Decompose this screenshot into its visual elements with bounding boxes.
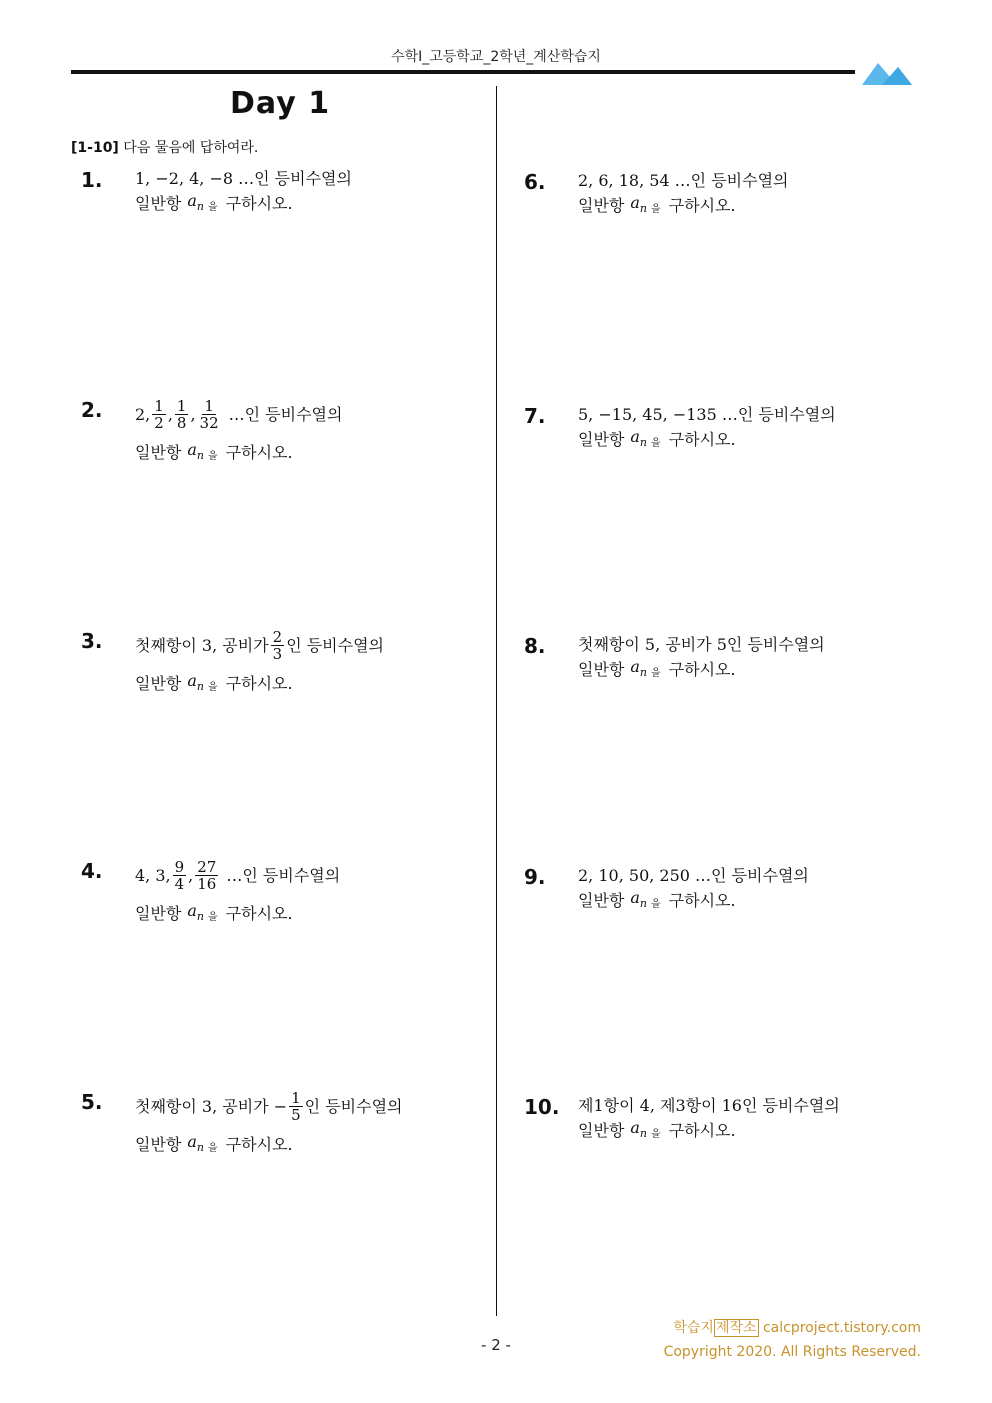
mountain-logo-icon bbox=[862, 57, 914, 87]
an-sub: n bbox=[639, 897, 648, 911]
an-sub: n bbox=[196, 910, 205, 924]
problem-body bbox=[578, 170, 789, 220]
credit-boxed-label: 제작소 bbox=[715, 1320, 757, 1336]
denominator: 4 bbox=[174, 875, 185, 893]
ask-text: 구하시오. bbox=[225, 443, 293, 463]
an-var: a bbox=[630, 427, 640, 446]
numerator: 1 bbox=[154, 397, 164, 415]
problem-line: 1, −2, 4, −8 …인 등비수열의 bbox=[135, 169, 352, 188]
an-sub: n bbox=[196, 449, 205, 463]
problem-number: 9. bbox=[524, 865, 546, 889]
an-var: a bbox=[187, 440, 197, 459]
an-term bbox=[187, 900, 204, 928]
ask-text: 구하시오. bbox=[668, 660, 736, 680]
denominator: 8 bbox=[176, 414, 187, 432]
ask-text: 구하시오. bbox=[668, 1121, 736, 1141]
problem-line bbox=[578, 192, 789, 220]
an-var: a bbox=[187, 671, 197, 690]
an-sub: n bbox=[639, 202, 648, 216]
an-term bbox=[187, 670, 204, 698]
denominator: 16 bbox=[197, 875, 217, 893]
an-term bbox=[630, 656, 647, 684]
denominator: 32 bbox=[199, 414, 219, 432]
problem-body bbox=[578, 634, 825, 684]
numerator: 1 bbox=[176, 397, 187, 415]
numerator: 9 bbox=[174, 858, 185, 876]
an-sub: n bbox=[196, 680, 205, 694]
an-var: a bbox=[187, 1132, 197, 1151]
problem-body bbox=[135, 1090, 403, 1159]
header-title: 수학I_고등학교_2학년_계산학습지 bbox=[391, 49, 601, 65]
numerator: 27 bbox=[197, 858, 217, 876]
an-var: a bbox=[630, 193, 640, 212]
problem-line: 5, −15, 45, −135 …인 등비수열의 bbox=[578, 405, 836, 424]
problem-line bbox=[135, 670, 384, 698]
an-var: a bbox=[630, 888, 640, 907]
problem-number: 10. bbox=[524, 1095, 560, 1119]
eul-particle: 을 bbox=[208, 1143, 218, 1155]
problem-body bbox=[135, 629, 384, 698]
an-sub: n bbox=[639, 1127, 648, 1141]
problem-number: 8. bbox=[524, 634, 546, 658]
problem-line bbox=[135, 629, 384, 662]
fraction bbox=[175, 398, 189, 431]
page-number: - 2 - bbox=[481, 1336, 511, 1354]
general-term-label: 일반항 bbox=[135, 1135, 182, 1155]
an-var: a bbox=[187, 901, 197, 920]
ask-text: 구하시오. bbox=[225, 1135, 293, 1155]
seq-first: 4, 3, bbox=[135, 865, 171, 885]
problem-line: 2, 6, 18, 54 …인 등비수열의 bbox=[578, 171, 789, 190]
problem-body bbox=[578, 865, 809, 915]
eul-particle: 을 bbox=[651, 899, 661, 911]
problem-number: 2. bbox=[81, 398, 103, 422]
problem-line bbox=[135, 190, 352, 218]
numerator: 1 bbox=[291, 1089, 301, 1107]
general-term-label: 일반항 bbox=[135, 194, 182, 214]
an-term bbox=[187, 439, 204, 467]
general-term-label: 일반항 bbox=[578, 430, 625, 450]
problem-number: 6. bbox=[524, 170, 546, 194]
fraction bbox=[173, 859, 187, 892]
an-term bbox=[187, 1131, 204, 1159]
instruction bbox=[71, 137, 258, 157]
an-sub: n bbox=[639, 666, 648, 680]
ask-text: 구하시오. bbox=[668, 891, 736, 911]
eul-particle: 을 bbox=[208, 912, 218, 924]
problem-body bbox=[578, 404, 836, 454]
ask-text: 구하시오. bbox=[668, 430, 736, 450]
ask-text: 구하시오. bbox=[225, 674, 293, 694]
problem-body bbox=[135, 398, 342, 467]
fraction bbox=[198, 398, 221, 431]
general-term-label: 일반항 bbox=[135, 674, 182, 694]
copyright: Copyright 2020. All Rights Reserved. bbox=[663, 1344, 921, 1360]
general-term-label: 일반항 bbox=[578, 891, 625, 911]
eul-particle: 을 bbox=[208, 202, 218, 214]
instruction-text: 다음 물음에 답하여라. bbox=[123, 140, 259, 156]
header-rule bbox=[71, 70, 855, 74]
an-sub: n bbox=[196, 200, 205, 214]
numerator: 2 bbox=[272, 628, 283, 646]
an-term bbox=[630, 426, 647, 454]
general-term-label: 일반항 bbox=[578, 660, 625, 680]
eul-particle: 을 bbox=[208, 682, 218, 694]
seq-tail: 인 등비수열의 bbox=[304, 1096, 403, 1116]
problem-number: 3. bbox=[81, 629, 103, 653]
denominator: 5 bbox=[291, 1106, 301, 1124]
problem-body bbox=[578, 1095, 840, 1145]
an-sub: n bbox=[196, 1141, 205, 1155]
fraction bbox=[152, 398, 166, 431]
problem-line: 제1항이 4, 제3항이 16인 등비수열의 bbox=[578, 1096, 840, 1115]
problem-number: 7. bbox=[524, 404, 546, 428]
an-sub: n bbox=[639, 436, 648, 450]
instruction-range: [1-10] bbox=[71, 140, 119, 156]
problem-line bbox=[578, 426, 836, 454]
fraction bbox=[289, 1090, 303, 1123]
eul-particle: 을 bbox=[651, 438, 661, 450]
problem-line bbox=[578, 1117, 840, 1145]
problem-body bbox=[135, 168, 352, 218]
problem-number: 1. bbox=[81, 168, 103, 192]
problem-line: 2, 10, 50, 250 …인 등비수열의 bbox=[578, 866, 809, 885]
general-term-label: 일반항 bbox=[135, 443, 182, 463]
an-term bbox=[630, 192, 647, 220]
problem-line bbox=[135, 439, 342, 467]
problem-line: 4, 3, $\frac{9}{4}$ , $\frac{27}{16}$ …인 등비수열의 bbox=[135, 858, 341, 893]
an-term bbox=[630, 1117, 647, 1145]
problem-line: 2, $\frac{1}{2}$ , $\frac{1}{8}$ , $\frac{1}{32}$ …인 등비수열의 bbox=[135, 397, 343, 432]
an-term bbox=[187, 190, 204, 218]
seq-tail: 인 등비수열의 bbox=[286, 635, 385, 655]
general-term-label: 일반항 bbox=[578, 1121, 625, 1141]
ask-text: 구하시오. bbox=[668, 196, 736, 216]
credit-url: calcproject.tistory.com bbox=[758, 1320, 921, 1336]
seq-tail: …인 등비수열의 bbox=[226, 865, 341, 885]
problem-line bbox=[135, 900, 340, 928]
seq-pre: 첫째항이 3, 공비가 − bbox=[135, 1096, 288, 1116]
problem-number: 5. bbox=[81, 1090, 103, 1114]
eul-particle: 을 bbox=[208, 451, 218, 463]
eul-particle: 을 bbox=[651, 1129, 661, 1141]
an-var: a bbox=[630, 657, 640, 676]
an-term bbox=[630, 887, 647, 915]
denominator: 3 bbox=[272, 645, 283, 663]
fraction bbox=[271, 629, 285, 662]
column-divider bbox=[496, 86, 497, 1316]
an-var: a bbox=[630, 1118, 640, 1137]
eul-particle: 을 bbox=[651, 204, 661, 216]
day-title: Day 1 bbox=[230, 86, 331, 121]
problem-number: 4. bbox=[81, 859, 103, 883]
seq-pre: 첫째항이 3, 공비가 bbox=[135, 635, 269, 655]
ask-text: 구하시오. bbox=[225, 194, 293, 214]
denominator: 2 bbox=[154, 414, 164, 432]
seq-first: 2, bbox=[135, 404, 151, 424]
problem-line bbox=[578, 656, 825, 684]
seq-tail: …인 등비수열의 bbox=[228, 404, 343, 424]
problem-line: 첫째항이 5, 공비가 5인 등비수열의 bbox=[578, 635, 825, 654]
problem-line bbox=[578, 887, 809, 915]
problem-body bbox=[135, 859, 340, 928]
general-term-label: 일반항 bbox=[578, 196, 625, 216]
eul-particle: 을 bbox=[651, 668, 661, 680]
fraction bbox=[195, 859, 218, 892]
credit-label: 학습지 bbox=[673, 1320, 714, 1336]
general-term-label: 일반항 bbox=[135, 904, 182, 924]
ask-text: 구하시오. bbox=[225, 904, 293, 924]
problem-line bbox=[135, 1090, 403, 1123]
problem-line bbox=[135, 1131, 403, 1159]
an-var: a bbox=[187, 191, 197, 210]
numerator: 1 bbox=[204, 397, 214, 415]
